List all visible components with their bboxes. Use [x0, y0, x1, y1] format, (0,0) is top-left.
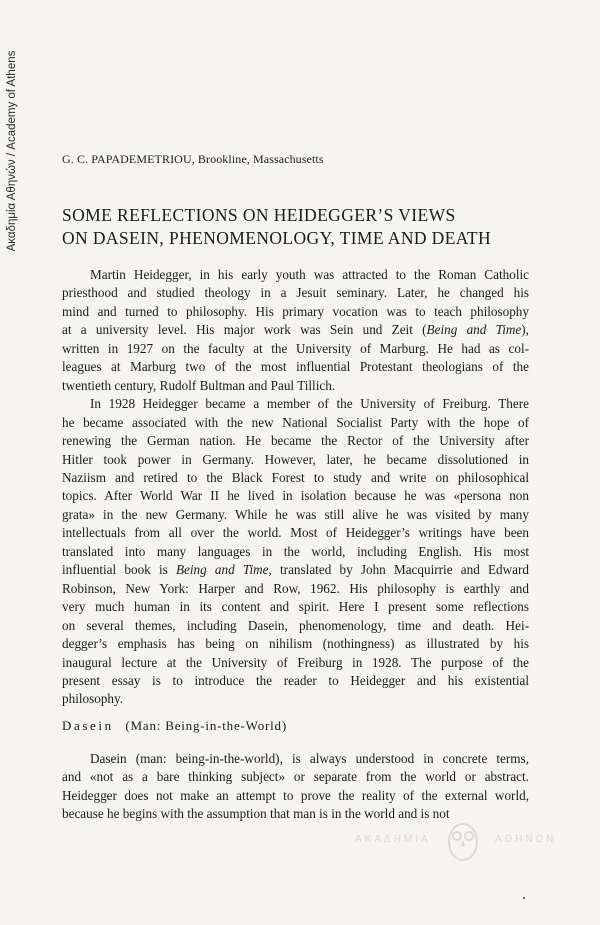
text-line: Hitler took power in Germany. However, later, he became dissolutioned in — [62, 451, 529, 467]
text-line: philosophy. — [62, 691, 124, 707]
paragraph-dasein — [62, 750, 529, 824]
text-line: grata» in the new Germany. While he was still alive he was visited by many — [62, 506, 529, 522]
author-byline: G. C. PAPADEMETRIOU, Brookline, Massachusetts — [62, 152, 324, 166]
section-heading-subtitle: (Man: Being-in-the-World) — [125, 718, 287, 733]
text-line: on several themes, including Dasein, phenomenology, time and death. Hei- — [62, 617, 529, 633]
text-line: translated into many languages in the world, including English. His most — [62, 543, 529, 559]
text-line: Heidegger does not make an attempt to prove the reality of the external world, — [62, 787, 529, 803]
text-line: present essay is to introduce the reader to Heidegger and his existential — [62, 672, 529, 688]
section-heading — [62, 718, 287, 734]
text-line: and «not as a bare thinking subject» or separate from the world or abstract. — [62, 769, 529, 785]
text-line: influential book is Being and Time, translated by John Macquirrie and Edward — [62, 562, 529, 578]
section-body — [62, 750, 529, 824]
watermark-left-text: ΑΚΑΔΗΜΙΑ — [355, 834, 431, 845]
text-line: mind and turned to philosophy. His primary vocation was to teach philosophy — [62, 303, 529, 319]
text-line: leagues at Marburg two of the most influential Protestant theologians of the — [62, 359, 529, 375]
text-line: Naziism and retired to the Black Forest to study and write on philosophical — [62, 469, 529, 485]
section-heading-word: Dasein — [62, 718, 114, 733]
paragraph-intro — [62, 266, 529, 395]
text-line: intellectuals from all over the world. Most of Heidegger’s writings have been — [62, 525, 529, 541]
text-line: he became associated with the new National Socialist Party with the hope of — [62, 414, 529, 430]
page-mark — [523, 897, 525, 899]
text-line: very much human in its content and spirit. Here I present some reflections — [62, 599, 529, 615]
academy-watermark — [355, 820, 575, 870]
text-line: renewing the German nation. He became the Rector of the University after — [62, 433, 529, 449]
text-line: because he begins with the assumption that man is in the world and is not — [62, 806, 450, 822]
text-line: inaugural lecture at the University of Freiburg in 1928. The purpose of the — [62, 654, 529, 670]
title-line-1: SOME REFLECTIONS ON HEIDEGGER’S VIEWS — [62, 205, 456, 225]
article-title — [62, 204, 562, 250]
archive-sidebar — [2, 36, 22, 266]
text-line: written in 1927 on the faculty at the University of Marburg. He had as col- — [62, 340, 529, 356]
text-line: at a university level. His major work was Sein und Zeit (Being and Time), — [62, 322, 529, 338]
text-line: In 1928 Heidegger became a member of the University of Freiburg. There — [90, 396, 529, 412]
owl-emblem-icon — [443, 820, 483, 864]
text-line: priesthood and studied theology in a Jesuit seminary. Later, he changed his — [62, 285, 529, 301]
watermark-right-text: ΑΘΗΝΩΝ — [495, 834, 557, 845]
text-line: Dasein (man: being-in-the-world), is always understood in concrete terms, — [90, 751, 529, 766]
text-line: Robinson, New York: Harper and Row, 1962. His philosophy is earthly and — [62, 580, 529, 596]
text-line: twentieth century, Rudolf Bultman and Paul Tillich. — [62, 377, 336, 393]
text-line: topics. After World War II he lived in isolation because he was «persona non — [62, 488, 529, 504]
archive-label: Ακαδημία Αθηνών / Academy of Athens — [6, 50, 18, 252]
title-line-2: ON DASEIN, PHENOMENOLOGY, TIME AND DEATH — [62, 228, 492, 248]
paragraph-biography — [62, 395, 529, 709]
article-body — [62, 266, 529, 709]
text-line: degger’s emphasis has being on nihilism (nothingness) as illustrated by his — [62, 636, 529, 652]
text-line: Martin Heidegger, in his early youth was attracted to the Roman Catholic — [90, 267, 529, 282]
